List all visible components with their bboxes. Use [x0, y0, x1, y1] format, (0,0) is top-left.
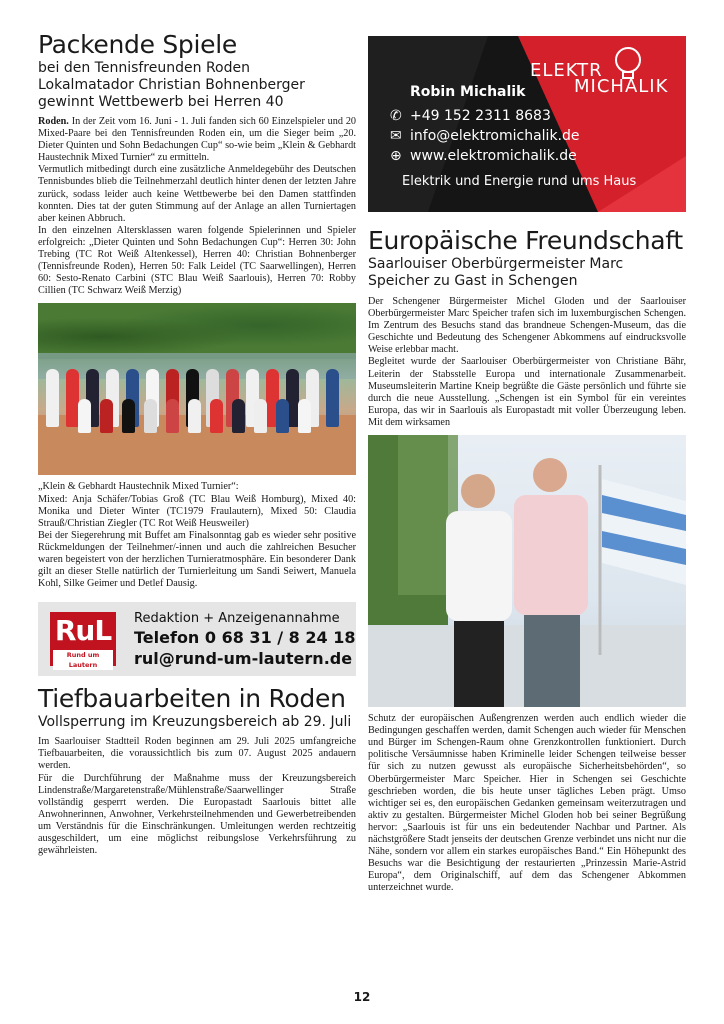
photo-person — [46, 369, 59, 427]
schengen-photo — [368, 435, 686, 707]
website: www.elektromichalik.de — [410, 148, 577, 164]
web-row[interactable] — [390, 146, 580, 166]
europa-paragraph-1: Der Schengener Bürgermeister Michel Gloden und der Saarlouiser Oberbürgermeister Marc Speicher trafen sich im luxemburgischen Schengen. Im Zentrum des Besuchs stand das brandneue Schengen-Museum, das die Geschichte und Bedeutung des Schengener Abkommens auf eindrucksvolle Weise erlebbar macht. — [368, 296, 686, 356]
photo-person — [276, 399, 289, 433]
tennis-dateline: Roden. — [38, 116, 69, 127]
phone-icon: ✆ — [390, 108, 402, 124]
rul-email[interactable]: rul@rund-um-lautern.de — [134, 649, 353, 669]
photo-person — [166, 399, 179, 433]
tennis-subheadline-3: gewinnt Wettbewerb bei Herren 40 — [38, 94, 284, 110]
photo-person — [210, 399, 223, 433]
tiefbau-headline: Tiefbauarbeiten in Roden — [38, 684, 346, 714]
brand-line-2: MICHALIK — [574, 76, 669, 97]
tennis-paragraph-2: Vermutlich mitbedingt durch eine zusätzliche Anmeldegebühr des Deutschen Tennisbundes blieb die Teilnehmerzahl deutlich hinter denen der letzten Jahre zurück, sodass leider auch keine Wettbewerbe bei den Damen stattfinden konnten. Dies tat der guten Stimmung auf der Anlage an allen Turniertagen aber keinen Abbruch. — [38, 164, 356, 224]
email-row[interactable] — [390, 126, 580, 146]
photo-person — [100, 399, 113, 433]
rul-logo-subtext: Rund um Lautern — [53, 650, 113, 670]
email-address: info@elektromichalik.de — [410, 128, 580, 144]
rul-logo-text: RuL — [54, 614, 112, 648]
elektro-michalik-advert — [368, 36, 686, 212]
tennis-paragraph-6: Bei der Siegerehrung mit Buffet am Finalsonntag gab es wieder sehr positive Rückmeldungen der Teilnehmer/-innen und auch die zahlreichen Besucher waren begeistert von der herzlichen Turnieratmosphäre. Ein besonderer Dank gilt an dieser Stelle natürlich der Turnierleitung um Sandi Seiwert, Manuela Kohl, Silke Geimer und Detlef Dausig. — [38, 529, 356, 590]
photo-person — [78, 399, 91, 433]
contact-lines — [390, 106, 580, 166]
tennis-headline: Packende Spiele — [38, 30, 237, 59]
right-column — [368, 36, 686, 894]
tennis-subheadline-2: Lokalmatador Christian Bohnenberger — [38, 77, 305, 93]
europa-subheadline-2: Speicher zu Gast in Schengen — [368, 273, 578, 289]
rul-contact — [134, 610, 355, 669]
contact-name: Robin Michalik — [410, 84, 526, 100]
photo-person — [254, 399, 267, 433]
europa-subheadline-1: Saarlouiser Oberbürgermeister Marc — [368, 256, 624, 272]
photo-scene — [368, 435, 686, 707]
tennis-paragraph-3: In den einzelnen Altersklassen waren folgende Spielerinnen und Spieler erfolgreich: „Dieter Quinten und Sohn Bedachungen Cup“: Herren 30: John Trebing (TC Rot Weiß Altenkessel), Herren 40: Christian Bohnenberger (Tennisfreunde Roden), Herren 50: Falk Leidel (TC Saarwellingen), Herren 60: Sesto-Renato Carbini (STC Blau Weiß Saarlouis), Herren 70: Robby Cillien (TC Schwarz Weiß Merzig) — [38, 224, 356, 297]
tennis-group-photo — [38, 303, 356, 475]
slogan: Elektrik und Energie rund ums Haus — [402, 174, 637, 189]
brand-line-1: ELEKTR — [530, 60, 603, 81]
photo-person — [188, 399, 201, 433]
tiefbau-paragraph-2: Für die Durchführung der Maßnahme muss der Kreuzungsbereich Lindenstraße/Margaretenstraße/Mühlenstraße/Saarwellinger Straße vollständig gesperrt werden. Die Europastadt Saarlouis bittet alle Anwohnerinnen, Anwohner, Verkehrsteilnehmenden und Gewerbetreibenden um Verständnis für die Einschränkungen. Umleitungen werden rechtzeitig ausgeschildert, um eine möglichst reibungslose Verkehrsführung zu gewährleisten. — [38, 772, 356, 857]
tennis-subheadline-1: bei den Tennisfreunden Roden — [38, 60, 250, 76]
photo-person — [144, 399, 157, 433]
rul-advert — [38, 602, 356, 676]
europa-headline: Europäische Freundschaft — [368, 226, 683, 255]
tennis-paragraph-1 — [38, 116, 356, 164]
tennis-paragraph-5: Mixed: Anja Schäfer/Tobias Groß (TC Blau Weiß Homburg), Mixed 40: Monika und Dieter Winter (TC1979 Fraulautern), Mixed 50: Claudia Strauß/Christian Ziegler (TC Rot Weiß Heusweiler) — [38, 493, 356, 529]
tennis-paragraph-4: „Klein & Gebhardt Haustechnik Mixed Turnier“: — [38, 481, 239, 493]
rul-logo — [50, 612, 116, 670]
tennis-p1-text: In der Zeit vom 16. Juni - 1. Juli fanden sich 60 Einzelspieler und 20 Mixed-Paare bei den Tennisfreunden Roden ein, um die Sieger beim „20. Dieter Quinten und Sohn Bedachungen Cup“ so-wie beim „Klein & Gebhardt Haustechnik Mixed Turnier“ zu ermitteln. — [38, 116, 357, 164]
envelope-icon: ✉ — [390, 128, 402, 144]
left-column — [38, 30, 356, 857]
phone-number: +49 152 2311 8683 — [410, 108, 551, 124]
globe-icon: ⊕ — [390, 148, 402, 164]
page-number: 12 — [353, 990, 371, 1004]
photo-person — [326, 369, 339, 427]
europa-paragraph-3: Schutz der europäischen Außengrenzen werden auch endlich wieder die Bedingungen geschaffen werden, damit Schengen auch wieder für Menschen und Bürger im Schengen-Raum ohne Grenzkontrollen funktioniert. Durch politische Versäumnisse haben Kriminelle leider Schengen teilweise besser für sich zu nutzen gewusst als europäische Sicherheitsbehörden“, so Oberbürgermeister Marc Speicher. Hier in Schengen sei Geschichte geschrieben worden, die bis heute unser tägliches Leben prägt. Umso wichtiger sei es, den europäischen Gedanken gemeinsam weiterzutragen und aktiv zu gestalten. Bürgermeister Michel Gloden hob bei seiner Begrüßung hervor: „Saarlouis ist für uns ein bedeutender Nachbar und Partner. Als nächstgrößere Stadt jenseits der deutschen Grenze verbindet uns nicht nur die Nähe, sondern vor allem ein starkes europäisches Band.“ Ein Höhepunkt des Besuchs war die Besichtigung der restaurierten „Prinzessin Marie-Astrid Europa“, dem Originalschiff, auf dem das Schengener Abkommen unterzeichnet wurde. — [368, 713, 686, 894]
photo-person — [232, 399, 245, 433]
rul-line-1: Redaktion + Anzeigenannahme — [134, 611, 340, 627]
tiefbau-paragraph-1: Im Saarlouiser Stadtteil Roden beginnen am 29. Juli 2025 umfangreiche Tiefbauarbeiten, die voraussichtlich bis zum 07. August 2025 andauern werden. — [38, 736, 356, 772]
photo-person — [298, 399, 311, 433]
europa-paragraph-2: Begleitet wurde der Saarlouiser Oberbürgermeister von Christiane Bähr, Leiterin der Stabsstelle Europa und internationale Zusammenarbeit. Museumsleiterin Martine Kneip begrüßte die Gäste persönlich und führte sie durch die neue Ausstellung. „Schengen ist ein Symbol für ein vereintes Europa, das wir in Saarlouis als Europastadt mit voller Überzeugung leben. Mit dem wirksamen — [368, 356, 686, 428]
lightbulb-icon — [608, 42, 648, 82]
phone-row[interactable] — [390, 106, 580, 126]
tiefbau-subheadline: Vollsperrung im Kreuzungsbereich ab 29. Juli — [38, 714, 352, 731]
photo-trees — [38, 303, 356, 359]
rul-phone: Telefon 0 68 31 / 8 24 18 — [134, 628, 356, 648]
photo-person — [122, 399, 135, 433]
